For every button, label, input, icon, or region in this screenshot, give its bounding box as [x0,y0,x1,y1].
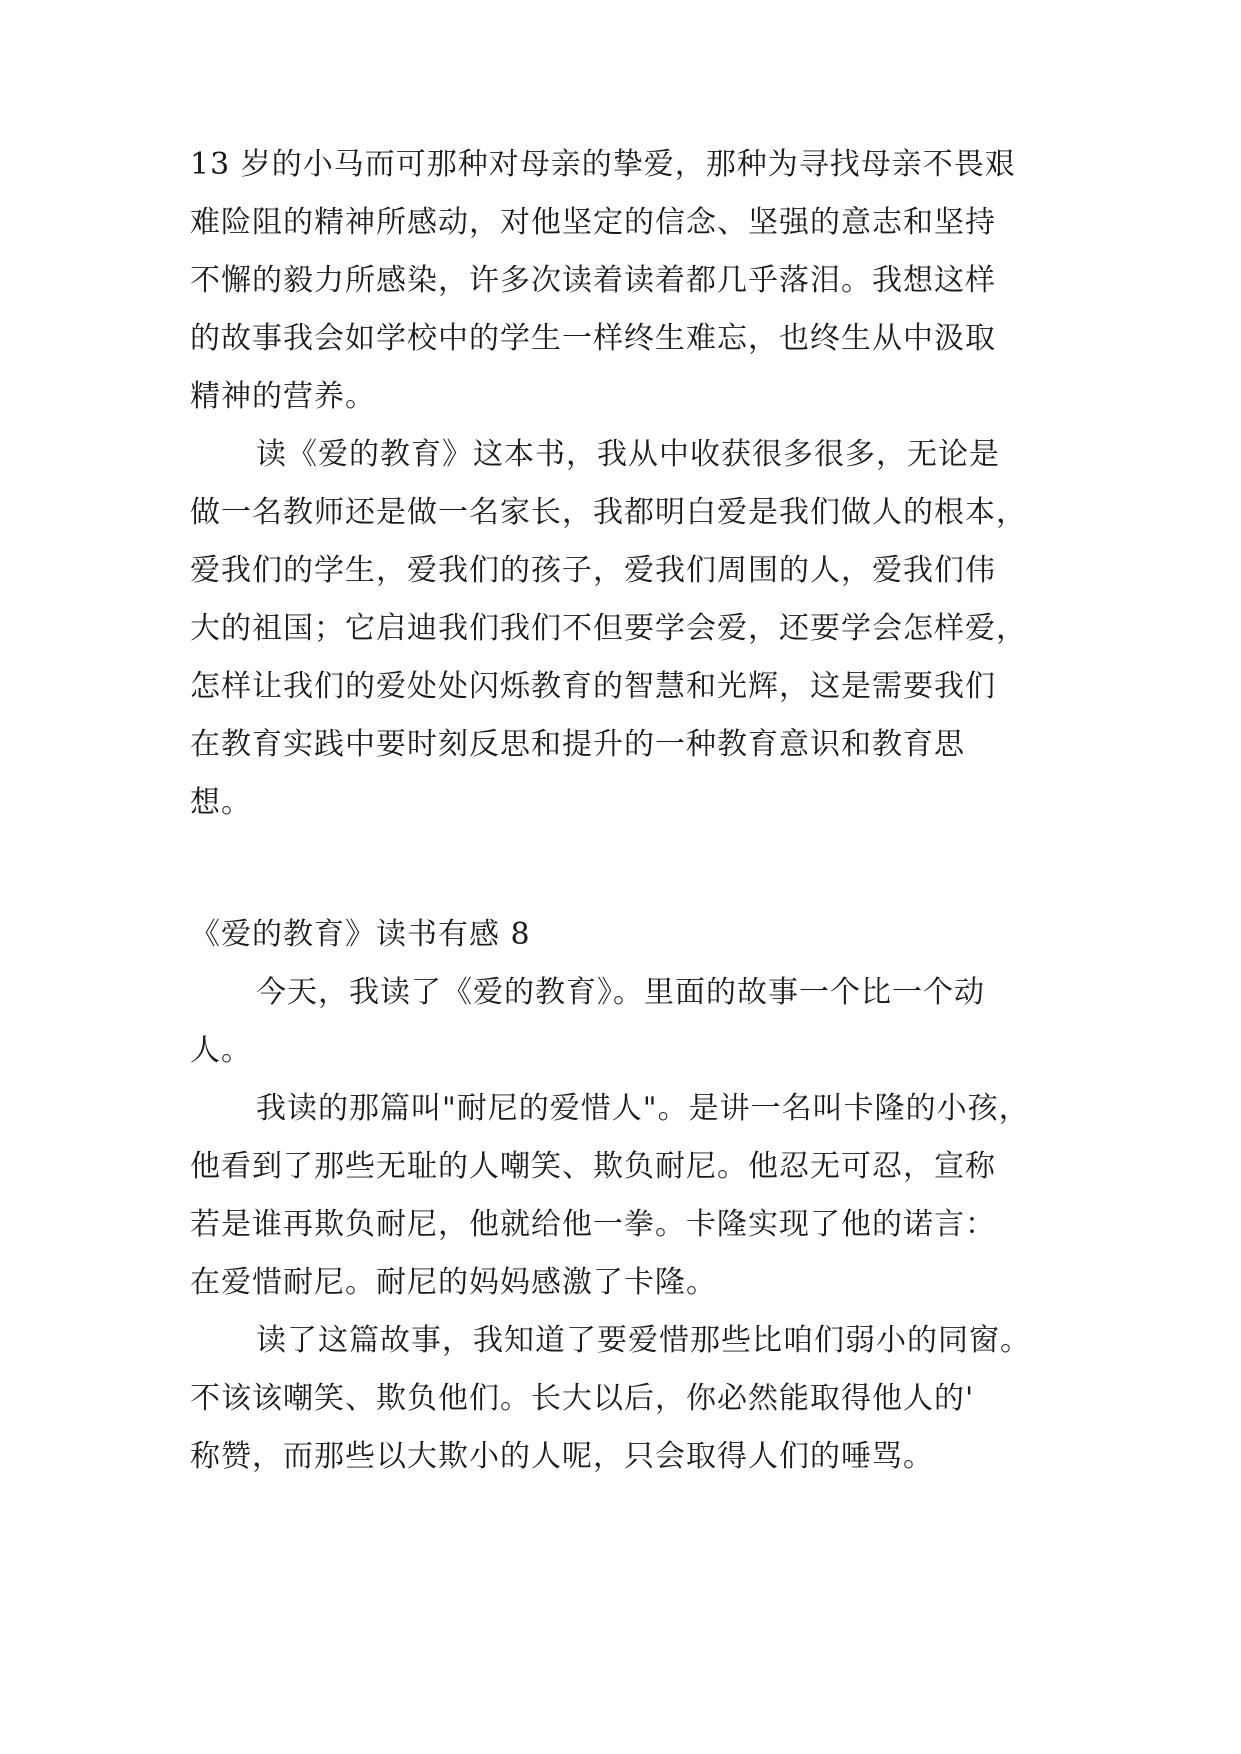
paragraph-4-line-3: 若是谁再欺负耐尼，他就给他一拳。卡隆实现了他的诺言： [190,1207,996,1242]
paragraph-4-line-2: 他看到了那些无耻的人嘲笑、欺负耐尼。他忍无可忍，宣称 [190,1149,996,1184]
paragraph-1-line-3: 不懈的毅力所感染，许多次读着读着都几乎落泪。我想这样 [190,263,996,298]
paragraph-2-line-6: 在教育实践中要时刻反思和提升的一种教育意识和教育思 [190,727,965,762]
paragraph-2-line-4: 大的祖国；它启迪我们我们不但要学会爱，还要学会怎样爱， [190,611,1027,646]
section-heading: 《爱的教育》读书有感 8 [190,917,531,952]
paragraph-5-line-2: 不该该嘲笑、欺负他们。长大以后，你必然能取得他人的' [190,1381,975,1416]
paragraph-5-line-1: 读了这篇故事，我知道了要爱惜那些比咱们弱小的同窗。 [256,1323,1031,1358]
paragraph-3-line-2: 人。 [190,1033,252,1068]
text-block-bottom [190,964,1060,1486]
paragraph-4-line-1: 我读的那篇叫"耐尼的爱惜人"。是讲一名叫卡隆的小孩， [256,1091,1030,1126]
paragraph-2-line-5: 怎样让我们的爱处处闪烁教育的智慧和光辉，这是需要我们 [190,669,996,704]
paragraph-2-line-7: 想。 [190,785,252,820]
paragraph-5-line-3: 称赞，而那些以大欺小的人呢，只会取得人们的唾骂。 [190,1439,934,1474]
paragraph-2-line-3: 爱我们的学生，爱我们的孩子，爱我们周围的人，爱我们伟 [190,553,996,588]
paragraph-1-line-5: 精神的营养。 [190,379,376,414]
paragraph-2-line-2: 做一名教师还是做一名家长，我都明白爱是我们做人的根本， [190,495,1027,530]
paragraph-1-line-2: 难险阻的精神所感动，对他坚定的信念、坚强的意志和坚持 [190,205,996,240]
text-block-top [190,136,1060,832]
paragraph-3-line-1: 今天，我读了《爱的教育》。里面的故事一个比一个动 [256,975,985,1010]
paragraph-2-line-1: 读《爱的教育》这本书，我从中收获很多很多，无论是 [256,437,1000,472]
paragraph-1-line-4: 的故事我会如学校中的学生一样终生难忘，也终生从中汲取 [190,321,996,356]
paragraph-4-line-4: 在爱惜耐尼。耐尼的妈妈感激了卡隆。 [190,1265,717,1300]
paragraph-1-line-1: 13 岁的小马而可那种对母亲的挚爱，那种为寻找母亲不畏艰 [190,147,1016,182]
